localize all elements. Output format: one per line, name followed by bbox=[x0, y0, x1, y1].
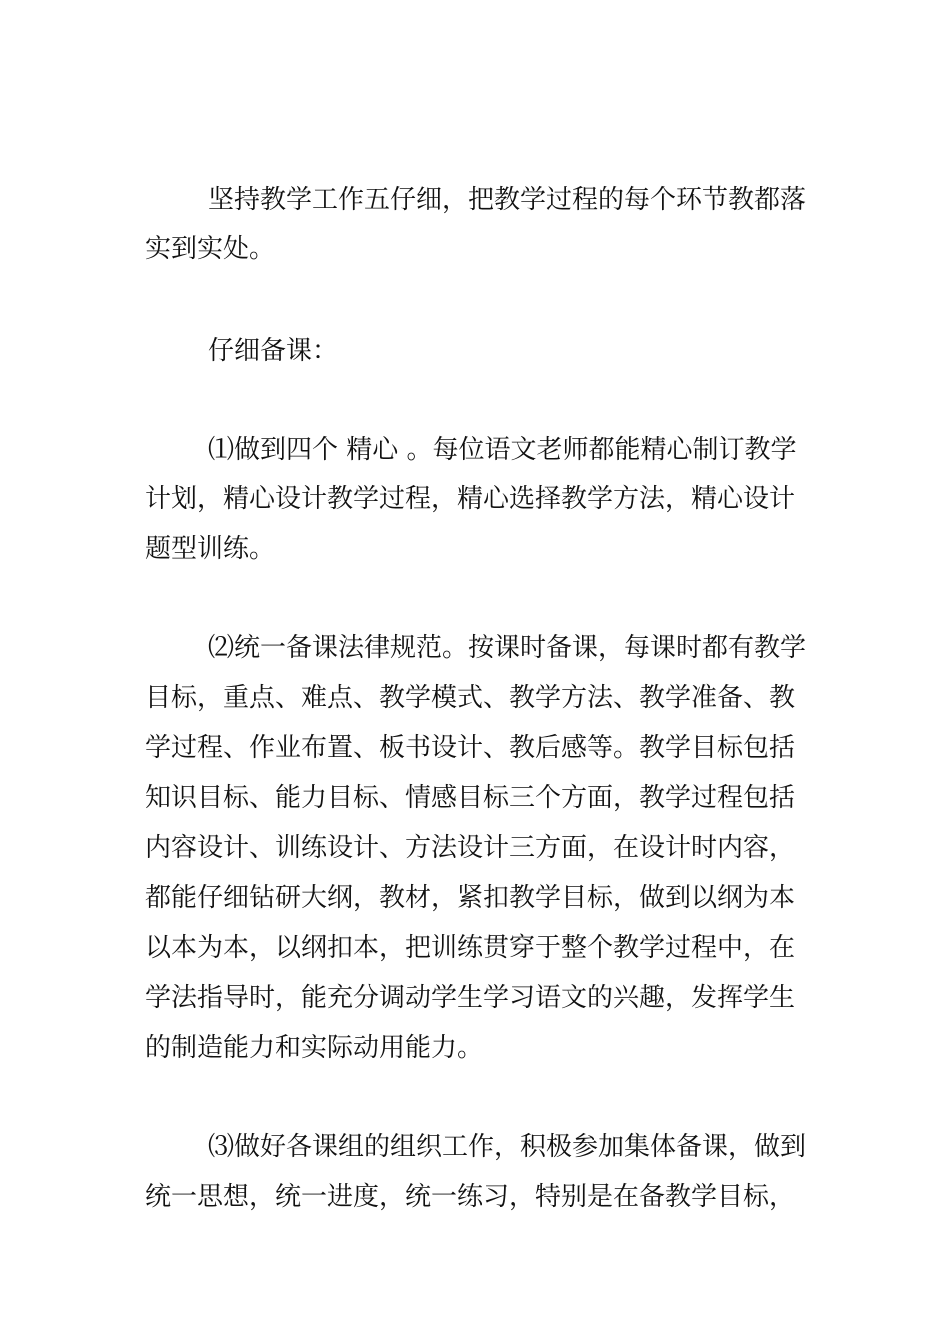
paragraph-5-line-2: 统一思想，统一进度，统一练习，特别是在备教学目标， bbox=[145, 1182, 796, 1212]
paragraph-3-line-2: 计划，精心设计教学过程，精心选择教学方法，精心设计 bbox=[145, 484, 796, 514]
paragraph-5-line-1: ⑶做好各课组的组织工作，积极参加集体备课，做到 bbox=[208, 1132, 807, 1162]
paragraph-4-line-7: 以本为本，以纲扣本，把训练贯穿于整个教学过程中，在 bbox=[145, 933, 796, 963]
paragraph-4-line-1: ⑵统一备课法律规范。按课时备课，每课时都有教学 bbox=[208, 633, 807, 663]
paragraph-3-line-1: ⑴做到四个 精心 。每位语文老师都能精心制订教学 bbox=[208, 435, 797, 465]
paragraph-1-line-2: 实到实处。 bbox=[145, 234, 276, 264]
paragraph-4-line-2: 目标，重点、难点、教学模式、教学方法、教学准备、教 bbox=[145, 683, 796, 713]
paragraph-2-line-1: 仔细备课： bbox=[208, 336, 339, 366]
paragraph-3-line-3: 题型训练。 bbox=[145, 534, 276, 564]
paragraph-4-line-5: 内容设计、训练设计、方法设计三方面，在设计时内容， bbox=[145, 833, 796, 863]
paragraph-4-line-9: 的制造能力和实际动用能力。 bbox=[145, 1033, 484, 1063]
paragraph-4-line-3: 学过程、作业布置、板书设计、教后感等。教学目标包括 bbox=[145, 733, 796, 763]
paragraph-4-line-8: 学法指导时，能充分调动学生学习语文的兴趣，发挥学生 bbox=[145, 983, 796, 1013]
paragraph-1-line-1: 坚持教学工作五仔细，把教学过程的每个环节教都落 bbox=[208, 185, 807, 215]
paragraph-4-line-6: 都能仔细钻研大纲，教材，紧扣教学目标，做到以纲为本 bbox=[145, 883, 796, 913]
paragraph-4-line-4: 知识目标、能力目标、情感目标三个方面，教学过程包括 bbox=[145, 783, 796, 813]
